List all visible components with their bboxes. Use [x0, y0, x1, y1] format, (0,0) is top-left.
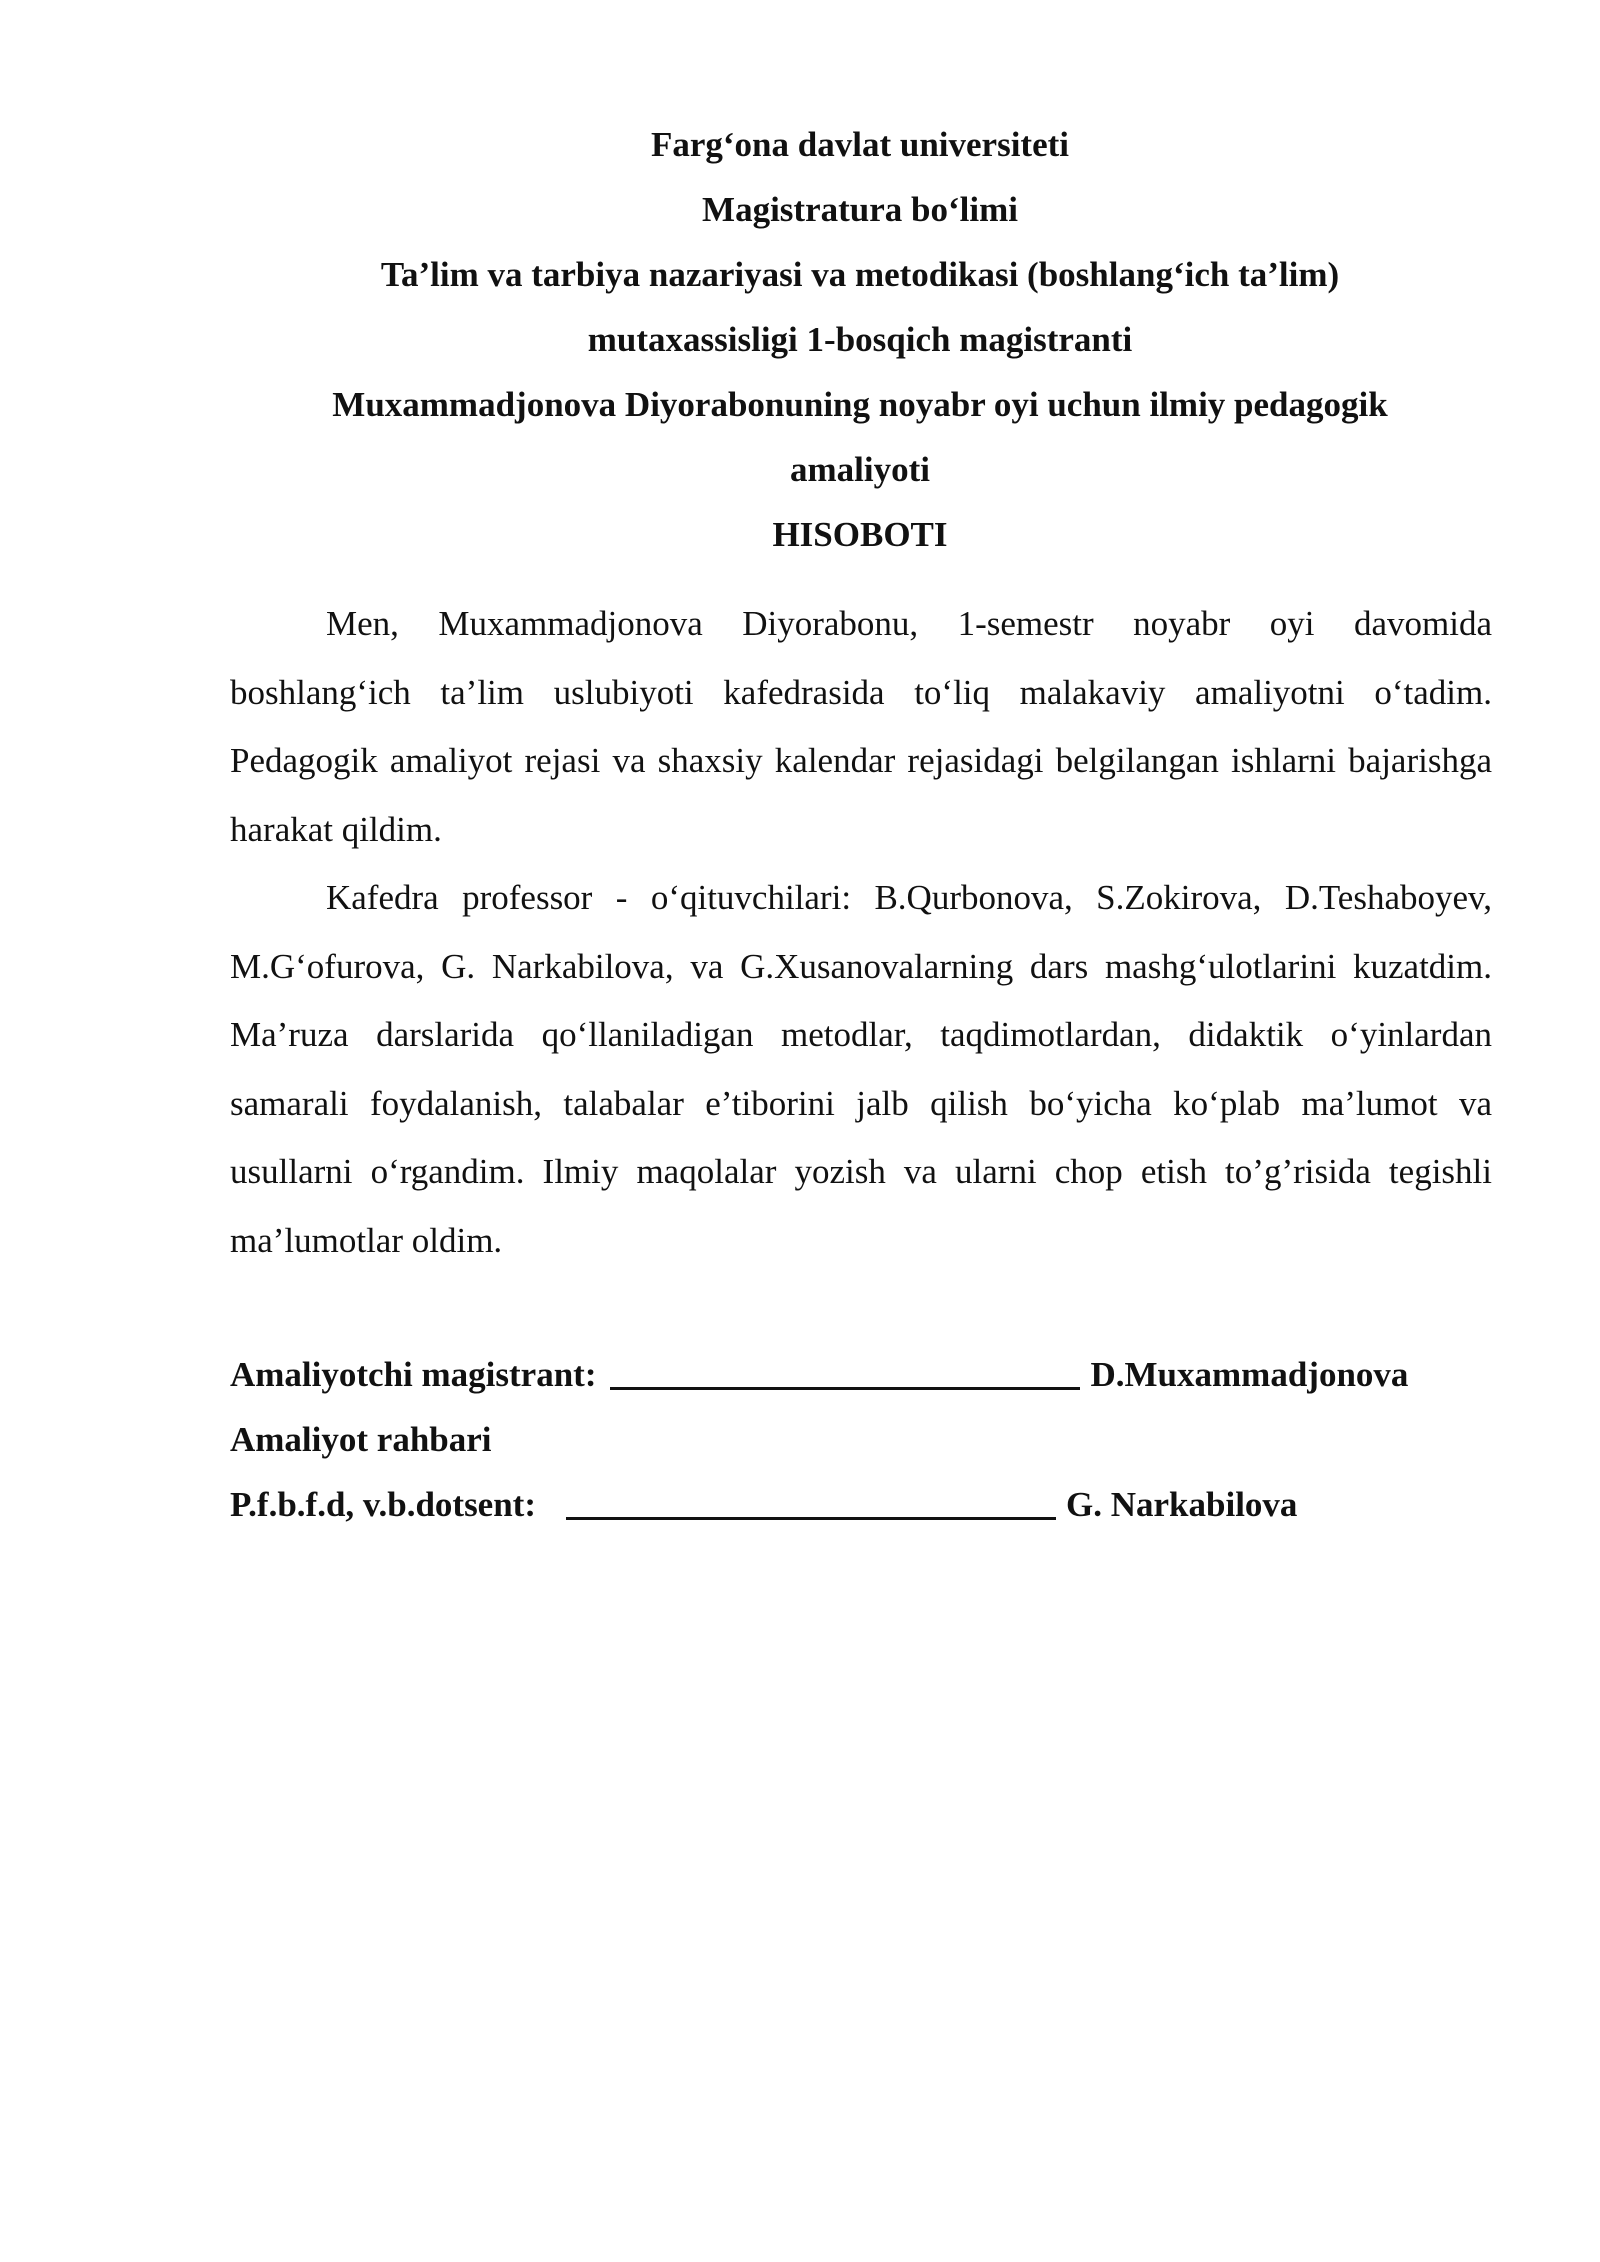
- specialty-name: Ta’lim va tarbiya nazariyasi va metodikasi (boshlang‘ich ta’lim): [380, 255, 1340, 294]
- department-name: Magistratura bo‘limi: [702, 190, 1018, 229]
- document-header: [200, 112, 1520, 567]
- student-signature-name: D.Muxammadjonova: [1090, 1355, 1409, 1394]
- supervisor-signature-blank: [566, 1517, 1056, 1520]
- signature-block: [230, 1342, 1492, 1537]
- student-signature-blank: [610, 1387, 1080, 1390]
- student-signature-line: [230, 1342, 1492, 1407]
- student-level: mutaxassisligi 1-bosqich magistranti: [587, 320, 1133, 359]
- supervisor-title: P.f.b.f.d, v.b.dotsent:: [230, 1485, 536, 1524]
- report-subject: Muxammadjonova Diyorabonuning noyabr oyi uchun ilmiy pedagogik: [332, 385, 1388, 424]
- student-signature-label: Amaliyotchi magistrant:: [230, 1355, 597, 1394]
- body-paragraph-1: Men, Muxammadjonova Diyorabonu, 1-semestr noyabr oyi davomida boshlang‘ich ta’lim uslubiyoti kafedrasida to‘liq malakaviy amaliyotni o‘tadim. Pedagogik amaliyot rejasi va shaxsiy kalendar rejasidagi belgilangan ishlarni bajarishga harakat qildim.: [230, 604, 1492, 849]
- university-name: Farg‘ona davlat universiteti: [650, 125, 1070, 164]
- supervisor-signature-name: G. Narkabilova: [1066, 1485, 1298, 1524]
- body-paragraph-2: Kafedra professor - o‘qituvchilari: B.Qurbonova, S.Zokirova, D.Teshaboyev, M.G‘ofurova, G. Narkabilova, va G.Xusanovalarning dars mashg‘ulotlarini kuzatdim. Ma’ruza darslarida qo‘llaniladigan metodlar, taqdimotlardan, didaktik o‘yinlardan samarali foydalanish, talabalar e’tiborini jalb qilish bo‘yicha ko‘plab ma’lumot va usullarni o‘rgandim. Ilmiy maqolalar yozish va ularni chop etish to’g’risida tegishli ma’lumotlar oldim.: [230, 878, 1492, 1260]
- report-title: HISOBOTI: [772, 515, 948, 554]
- report-body: [230, 590, 1492, 1275]
- supervisor-label: Amaliyot rahbari: [230, 1420, 492, 1459]
- supervisor-label-line: [230, 1407, 1492, 1472]
- report-subject-continued: amaliyoti: [790, 450, 930, 489]
- supervisor-signature-line: [230, 1472, 1492, 1537]
